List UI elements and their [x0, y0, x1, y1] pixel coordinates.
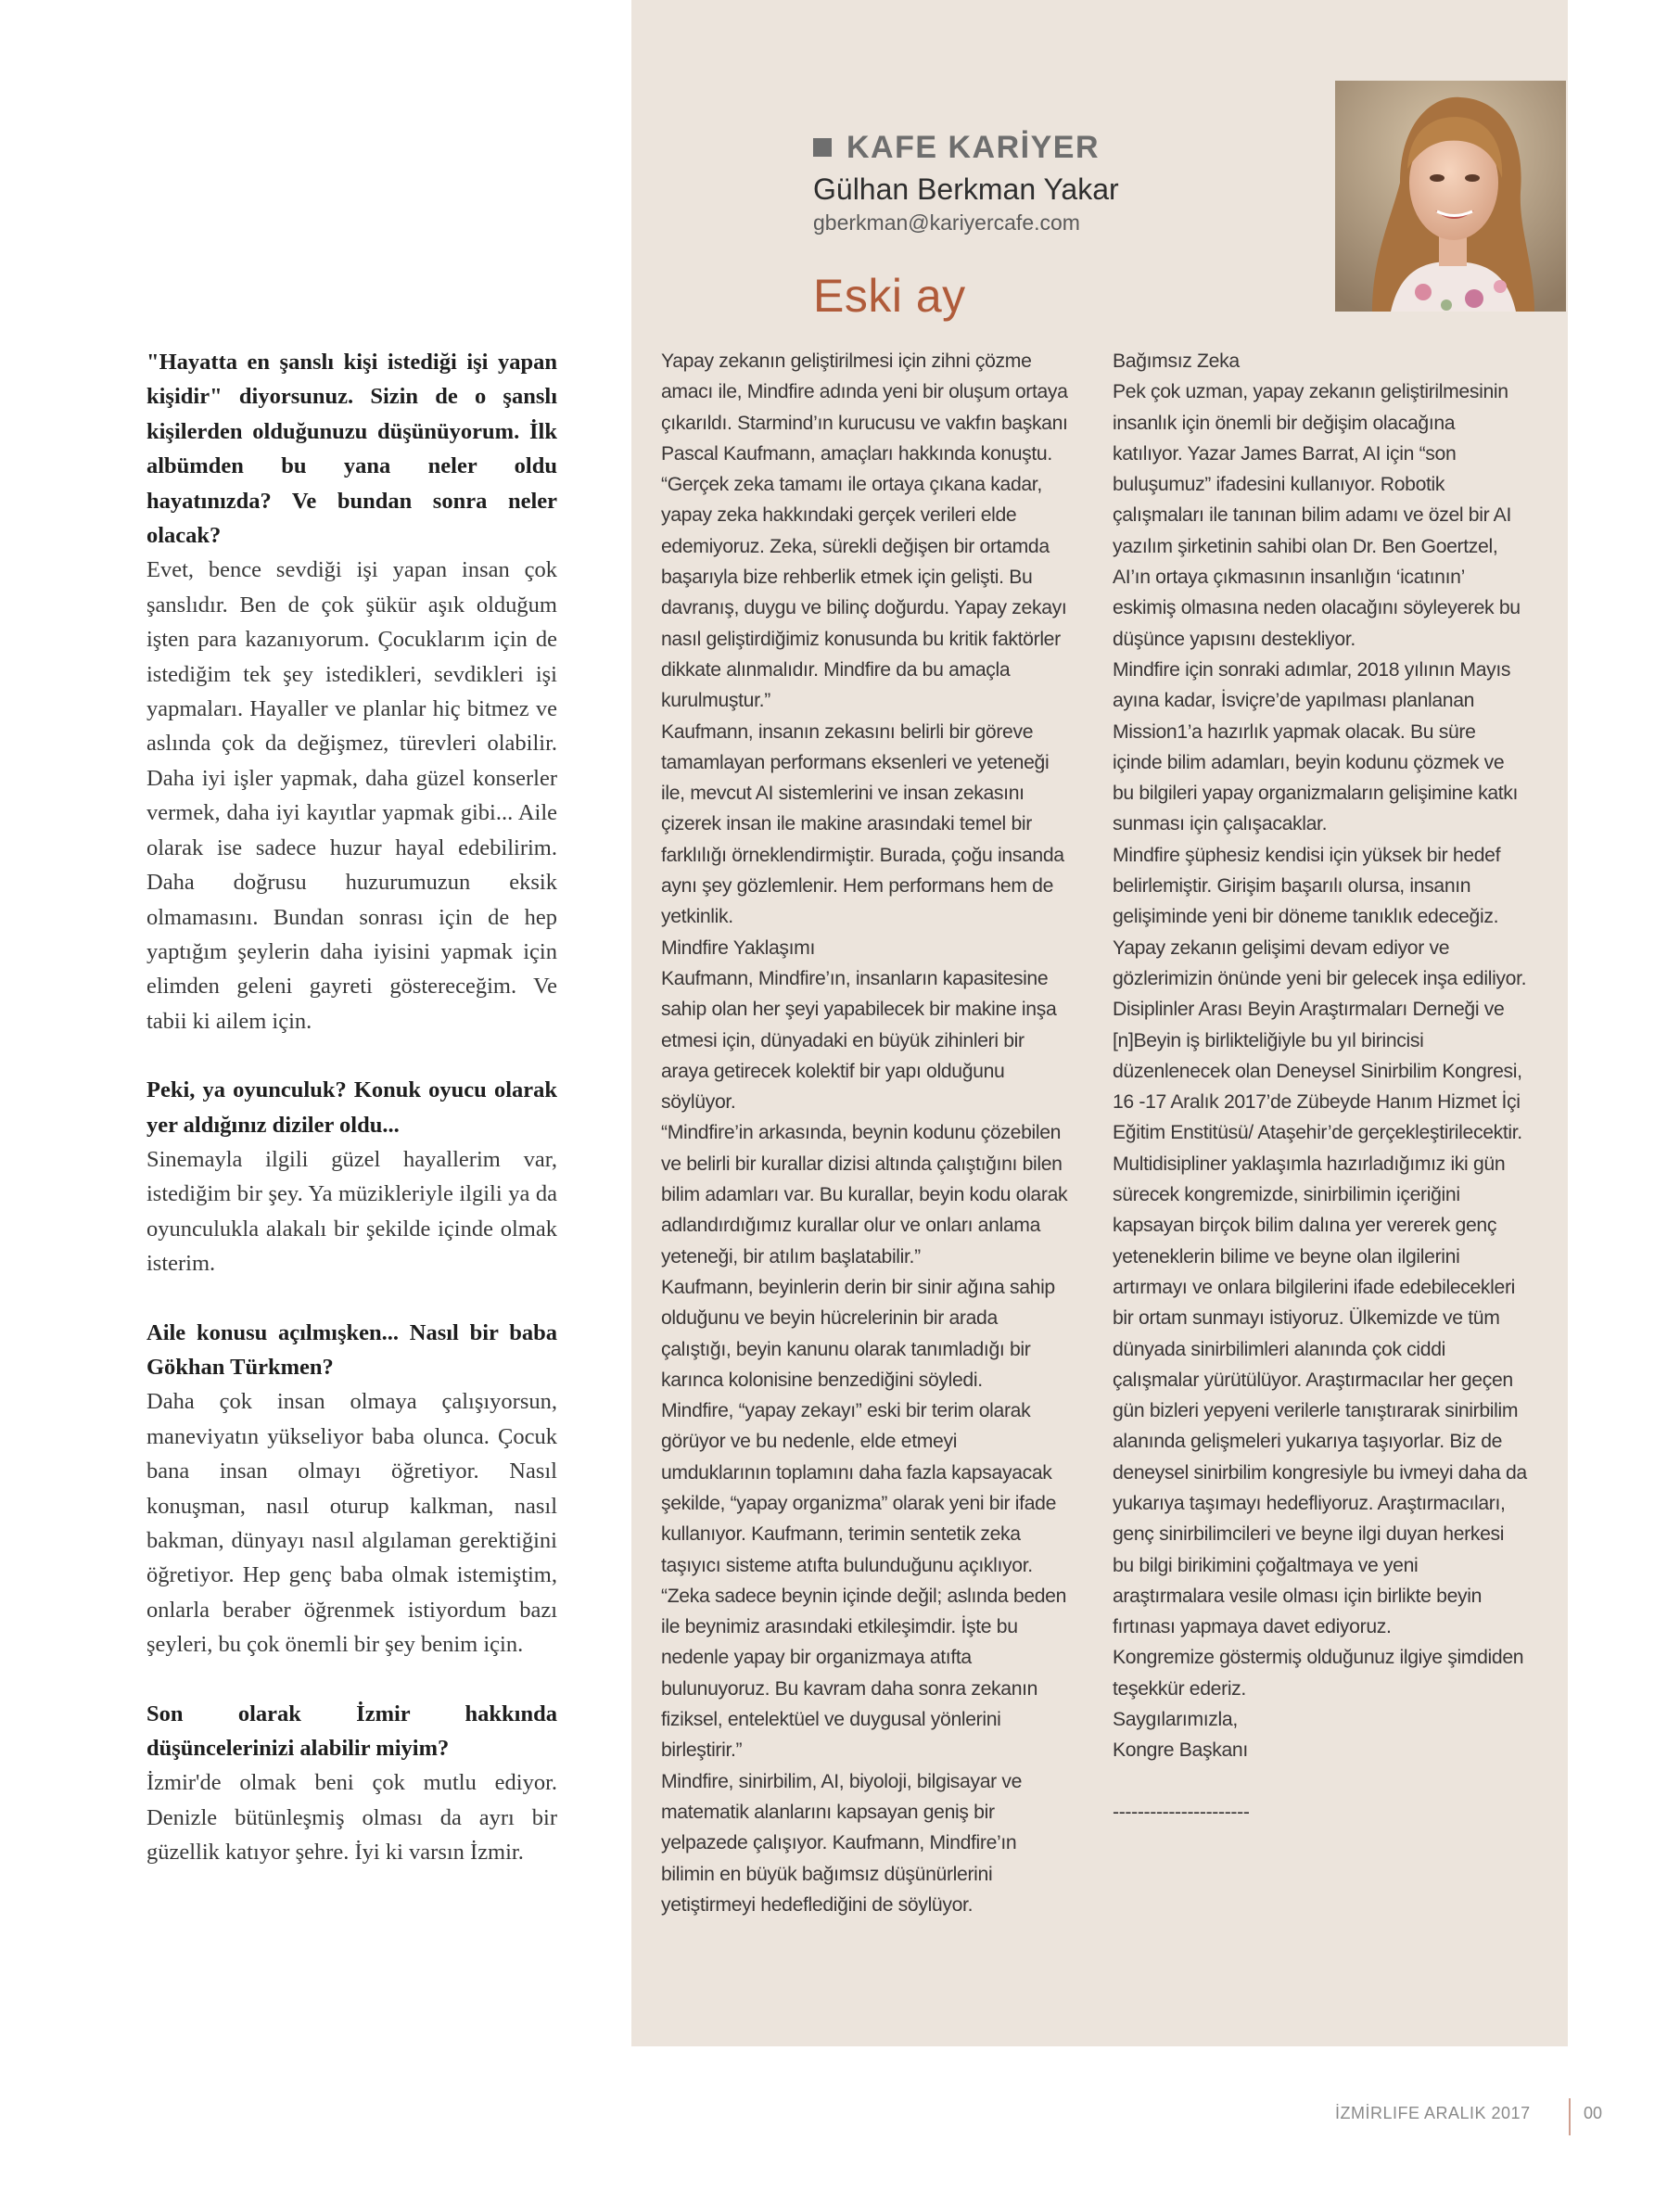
- article-paragraph: Disiplinler Arası Beyin Araştırmaları Derneği ve [n]Beyin iş birlikteliğiyle bu yıl birincisi düzenlenecek olan Deneysel Sinirbilim Kongresi, 16 -17 Aralık 2017’de Zübeyde Hanım Hizmet İçi Eğitim Enstitüsü/ Ataşehir’de gerçekleştirilecektir.: [1113, 999, 1522, 1144]
- qa-block: [146, 1073, 557, 1280]
- article-paragraph: Pek çok uzman, yapay zekanın geliştirilmesinin insanlık için önemli bir değişim olacağına katılıyor. Yazar James Barrat, AI için “son buluşumuz” ifadesini kullanıyor. Robotik çalışmaları ile tanınan bilim adamı ve özel bir AI yazılım şirketinin sahibi olan Dr. Ben Goertzel, AI’ın ortaya çıkmasının insanlığın ‘icatının’ eskimiş olmasına neden olacağını söyleyerek bu düşünce yapısını destekliyor.: [1113, 381, 1521, 650]
- interview-question: "Hayatta en şanslı kişi istediği işi yapan kişidir" diyorsunuz. Sizin de o şanslı kişilerden olduğunuzu düşünüyorum. İlk albümden bu yana neler oldu hayatınızda? Ve bundan sonra neler olacak?: [146, 350, 557, 549]
- article-paragraph: “Mindfire’in arkasında, beynin kodunu çözebilen ve belirli bir kurallar dizisi altında çalıştığını bilen bilim adamları var. Bu kurallar, beyin kodu olarak adlandırdığımız kurallar olur ve onları anlama yeteneği, bir atılım başlatabilir.”: [661, 1122, 1068, 1267]
- article-paragraph: Kaufmann, beyinlerin derin bir sinir ağına sahip olduğunu ve beyin hücrelerinin bir arada çalıştığı, beyin kanunu olarak tanımladığı bir karınca kolonisine benzediğini söyledi.: [661, 1276, 1055, 1391]
- article-paragraph: Multidisipliner yaklaşımla hazırladığımız iki gün sürecek kongremizde, sinirbilimin içeriğini kapsayan birçok bilim dalına yer vererek genç yeteneklerin bilime ve beyne olan ilgilerini artırmayı ve onlara bilgilerini ifade edebilecekleri bir ortam sunmayı istiyoruz. Ülkemizde ve tüm dünyada sinirbilimleri alanında çok ciddi çalışmalar yürütülüyor. Araştırmacılar her geçen gün bizleri yepyeni verilerle tanıştırarak sinirbilim alanında gelişmeleri yukarıya taşıyorlar. Biz de deneysel sinirbilim kongresiyle bu ivmeyi daha da yukarıya taşımayı hedefliyoruz. Araştırmacıları, genç sinirbilimcileri ve beyne ilgi duyan herkesi bu bilgi birikimini çoğaltmaya ve yeni araştırmalara vesile olması için birlikte beyin fırtınası yapmaya davet ediyoruz.: [1113, 1153, 1527, 1638]
- interview-answer: İzmir'de olmak beni çok mutlu ediyor. Denizle bütünleşmiş olması da ayrı bir güzellik katıyor şehre. İyi ki varsın İzmir.: [146, 1770, 557, 1866]
- article-title: Eski ay: [813, 270, 966, 322]
- author-portrait-icon: [1335, 81, 1566, 312]
- qa-block: [146, 1697, 557, 1870]
- article-end-rule: ----------------------: [1113, 1801, 1250, 1823]
- article-paragraph: Mindfire için sonraki adımlar, 2018 yılının Mayıs ayına kadar, İsviçre’de yapılması planlanan Mission1’a hazırlık yapmak olacak. Bu süre içinde bilim adamları, beyin kodunu çözmek ve bu bilgileri yapay organizmaların gelişimine katkı sunması için çalışacaklar.: [1113, 658, 1519, 835]
- interview-answer: Evet, bence sevdiği işi yapan insan çok şanslıdır. Ben de çok şükür aşık olduğum işten para kazanıyorum. Çocuklarım için de istediğim tek şey istedikleri, sevdikleri işi yapmaları. Hayaller ve planlar hiç bitmez ve aslında çok da değişmez, türevleri olabilir. Daha iyi işler yapmak, daha güzel konserler vermek, daha iyi kayıtlar yapmak gibi... Aile olarak ise sadece huzur hayal edebilirim. Daha doğrusu huzurumuzun eksik olmamasını. Bundan sonrası için de hep yaptığım şeylerin daha iyisini yapmak için elimden geleni gayreti göstereceğim. Ve tabii ki ailem için.: [146, 557, 557, 1034]
- column-header: [813, 128, 1332, 236]
- article-paragraph: Kongremize göstermiş olduğunuz ilgiye şimdiden teşekkür ederiz.: [1113, 1647, 1524, 1700]
- page-number: 00: [1584, 2104, 1603, 2122]
- interview-answer: Daha çok insan olmaya çalışıyorsun, maneviyatın yükseliyor baba olunca. Çocuk bana insan olmayı öğretiyor. Nasıl konuşman, nasıl oturup kalkman, nasıl bakman, dünyayı nasıl algılaman gerektiğini öğretiyor. Hep genç baba olmak istemiştim, onlarla beraber öğrenmek istiyordum bazı şeyleri, bu çok önemli bir şey benim için.: [146, 1389, 557, 1658]
- interview-question: Peki, ya oyunculuk? Konuk oyucu olarak yer aldığınız diziler oldu...: [146, 1077, 557, 1138]
- article-paragraph: Mindfire, sinirbilim, AI, biyoloji, bilgisayar ve matematik alanlarını kapsayan geniş bir yelpazede çalışıyor. Kaufmann, Mindfire’ın bilimin en büyük bağımsız düşünürlerini yetiştirmeyi hedeflediğini de söylüyor.: [661, 1770, 1023, 1916]
- footer-divider: [1569, 2098, 1571, 2135]
- article-signoff: Saygılarımızla,: [1113, 1709, 1238, 1731]
- author-photo: [1335, 81, 1566, 312]
- interview-question: Aile konusu açılmışken... Nasıl bir baba Gökhan Türkmen?: [146, 1319, 557, 1380]
- article-paragraph: Kaufmann, Mindfire’ın, insanların kapasitesine sahip olan her şeyi yapabilecek bir makine inşa etmesi için, dünyadaki en büyük zihinleri bir araya getirecek kolektif bir yapı olduğunu söylüyor.: [661, 967, 1057, 1114]
- interview-answer: Sinemayla ilgili güzel hayallerim var, istediğim bir şey. Ya müzikleriyle ilgili ya da oyunculukla alakalı bir şekilde içinde olmak isterim.: [146, 1146, 557, 1277]
- article-signature: Kongre Başkanı: [1113, 1739, 1248, 1762]
- interview-column: [146, 345, 557, 1904]
- article-spacer: [1113, 1766, 1528, 1797]
- article-column-right: [1113, 346, 1528, 1828]
- article-subheading: Bağımsız Zeka: [1113, 350, 1240, 372]
- page-footer: [1335, 2098, 1613, 2135]
- article-paragraph: Kaufmann, insanın zekasını belirli bir göreve tamamlayan performans eksenleri ve yeteneği ile, mevcut AI sistemlerini ve insan zekasını çizerek insan ile makine arasındaki temel bir farklılığı örneklendirmiştir. Burada, çoğu insanda aynı şey gözlemlenir. Hem performans hem de yetkinlik.: [661, 720, 1064, 928]
- article-column-middle: [661, 346, 1069, 1920]
- section-name: KAFE KARİYER: [846, 129, 1101, 165]
- article-paragraph: “Gerçek zeka tamamı ile ortaya çıkana kadar, yapay zeka hakkındaki gerçek verileri elde edemiyoruz. Zeka, sürekli değişen bir ortamda başarıyla bize rehberlik etmek için gelişti. Bu davranış, duygu ve bilinç doğurdu. Yapay zekayı nasıl geliştirdiğimiz konusunda bu kritik faktörler dikkate alınmalıdır. Mindfire da bu amaçla kurulmuştur.”: [661, 474, 1067, 712]
- section-label: [813, 128, 1332, 167]
- article-paragraph: Mindfire şüphesiz kendisi için yüksek bir hedef belirlemiştir. Girişim başarılı olursa, insanın gelişiminde yeni bir döneme tanıklık edeceğiz. Yapay zekanın gelişimi devam ediyor ve gözlerimizin önünde yeni bir gelecek inşa ediliyor.: [1113, 844, 1527, 989]
- article-paragraph: Mindfire, “yapay zekayı” eski bir terim olarak görüyor ve bu nedenle, elde etmeyi umduklarının toplamını daha fazla kapsayacak şekilde, “yapay organizma” olarak yeni bir ifade kullanıyor. Kaufmann, terimin sentetik zeka taşıyıcı sisteme atıfta bulunduğunu açıklıyor. “Zeka sadece beynin içinde değil; aslında beden ile beynimiz arasındaki etkileşimdir. İşte bu nedenle yapay bir organizmaya atıfta bulunuyoruz. Bu kavram daha sonra zekanın fiziksel, entelektüel ve duygusal yönlerini birleştirir.”: [661, 1400, 1067, 1762]
- qa-block: [146, 345, 557, 1038]
- footer-magazine: İZMİRLIFE ARALIK 2017: [1335, 2104, 1531, 2122]
- section-square-icon: [813, 138, 832, 157]
- article-subheading: Mindfire Yaklaşımı: [661, 936, 816, 959]
- author-name: Gülhan Berkman Yakar: [813, 172, 1119, 206]
- interview-question: Son olarak İzmir hakkında düşüncelerinizi alabilir miyim?: [146, 1701, 557, 1762]
- article-paragraph: Yapay zekanın geliştirilmesi için zihni çözme amacı ile, Mindfire adında yeni bir oluşum ortaya çıkarıldı. Starmind’ın kurucusu ve vakfın başkanı Pascal Kaufmann, amaçları hakkında konuştu.: [661, 350, 1068, 465]
- qa-block: [146, 1316, 557, 1662]
- author-email[interactable]: gberkman@kariyercafe.com: [813, 210, 1080, 235]
